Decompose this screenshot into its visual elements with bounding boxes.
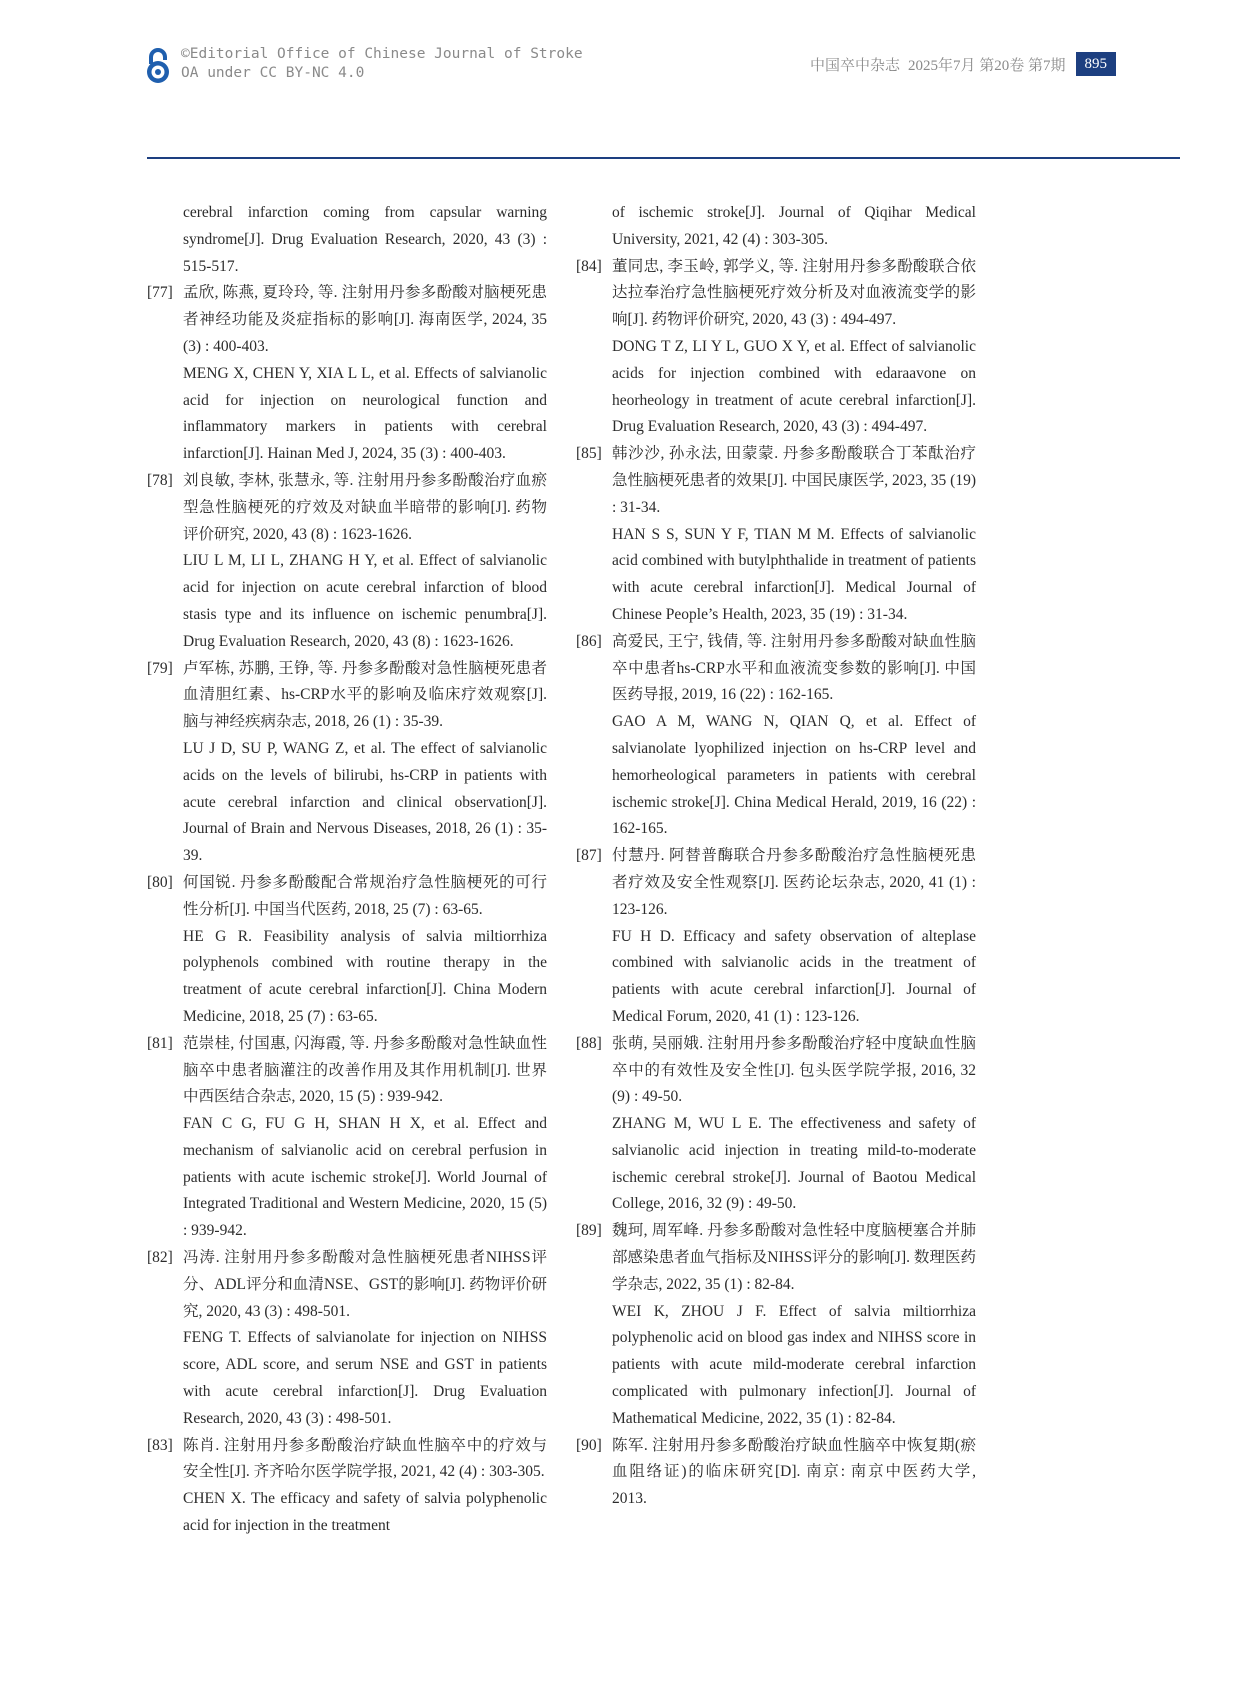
reference-89: [576, 1218, 976, 1432]
open-access-icon: [145, 46, 171, 84]
journal-name: 中国卒中杂志: [809, 57, 900, 74]
reference-number: [84]: [576, 257, 602, 275]
reference-84: [576, 254, 976, 442]
references-left-column: [147, 200, 547, 1540]
reference-number: [86]: [576, 632, 602, 650]
header-rule: [147, 157, 1180, 159]
reference-81: [147, 1031, 547, 1245]
reference-english: FAN C G, FU G H, SHAN H X, et al. Effect and mechanism of salvianolic acid on cerebral perfusion in patients with acute ischemic stroke[J]. World Journal of Integrated Traditional and Western Medicine, 2020, 15 (5) : 939-942.: [183, 1115, 547, 1240]
page-number: 895: [1076, 52, 1117, 76]
reference-english: DONG T Z, LI Y L, GUO X Y, et al. Effect of salvianolic acids for injection combined with edaraavone on heorheology in treatment of acute cerebral infarction[J]. Drug Evaluation Research, 2020, 43 (3) : 494-497.: [612, 337, 976, 436]
reference-chinese: 魏珂, 周军峰. 丹参多酚酸对急性轻中度脑梗塞合并肺部感染患者血气指标及NIHSS评分的影响[J]. 数理医药学杂志, 2022, 35 (1) : 82-84.: [612, 1222, 976, 1293]
reference-number: [90]: [576, 1436, 602, 1454]
reference-number: [82]: [147, 1249, 173, 1267]
issue-info: 2025年7月 第20卷 第7期: [907, 57, 1066, 74]
reference-85: [576, 441, 976, 629]
reference-79: [147, 656, 547, 870]
copyright-line: ©Editorial Office of Chinese Journal of Stroke: [181, 46, 583, 62]
reference-number: [80]: [147, 873, 173, 891]
reference-number: [79]: [147, 659, 173, 677]
reference-number: [77]: [147, 284, 173, 302]
reference-english: CHEN X. The efficacy and safety of salvia polyphenolic acid for injection in the treatment: [183, 1490, 547, 1535]
reference-77: [147, 280, 547, 468]
reference-english: WEI K, ZHOU J F. Effect of salvia miltiorrhiza polyphenolic acid on blood gas index and NIHSS score in patients with acute mild-moderate cerebral infarction complicated with pulmonary infection[J]. Journal of Mathematical Medicine, 2022, 35 (1) : 82-84.: [612, 1302, 976, 1427]
reference-78: [147, 468, 547, 656]
reference-text: of ischemic stroke[J]. Journal of Qiqihar Medical University, 2021, 42 (4) : 303-305.: [612, 204, 976, 248]
reference-english: GAO A M, WANG N, QIAN Q, et al. Effect of salvianolate lyophilized injection on hs-CRP level and hemorheological parameters in patients with cerebral ischemic stroke[J]. China Medical Herald, 2019, 16 (22) : 162-165.: [612, 713, 976, 838]
reference-number: [88]: [576, 1034, 602, 1052]
reference-chinese: 卢军栋, 苏鹏, 王铮, 等. 丹参多酚酸对急性脑梗死患者血清胆红素、hs-CRP水平的影响及临床疗效观察[J]. 脑与神经疾病杂志, 2018, 26 (1) : 35-39.: [183, 659, 547, 731]
reference-number: [81]: [147, 1034, 173, 1052]
reference-english: LU J D, SU P, WANG Z, et al. The effect of salvianolic acids on the levels of bilirubi, hs-CRP in patients with acute cerebral infarction and clinical observation[J]. Journal of Brain and Nervous Diseases, 2018, 26 (1) : 35-39.: [183, 739, 547, 865]
journal-info: [810, 52, 1116, 76]
references-right-column: [576, 200, 976, 1513]
reference-english: ZHANG M, WU L E. The effectiveness and safety of salvianolic acid injection in treating mild-to-moderate ischemic cerebral stroke[J]. Journal of Baotou Medical College, 2016, 32 (9) : 49-50.: [612, 1115, 976, 1213]
license-line: OA under CC BY-NC 4.0: [181, 65, 365, 81]
reference-chinese: 刘良敏, 李林, 张慧永, 等. 注射用丹参多酚酸治疗血瘀型急性脑梗死的疗效及对缺血半暗带的影响[J]. 药物评价研究, 2020, 43 (8) : 1623-1626.: [183, 471, 547, 543]
reference-number: [78]: [147, 471, 173, 489]
reference-english: FENG T. Effects of salvianolate for injection on NIHSS score, ADL score, and serum NSE and GST in patients with acute cerebral infarction[J]. Drug Evaluation Research, 2020, 43 (3) : 498-501.: [183, 1329, 547, 1427]
reference-86: [576, 629, 976, 843]
reference-number: [87]: [576, 847, 602, 865]
reference-number: [85]: [576, 445, 602, 463]
reference-continuation: [576, 200, 976, 254]
reference-82: [147, 1245, 547, 1433]
copyright-notice: [181, 45, 583, 83]
reference-chinese: 范崇桂, 付国惠, 闪海霞, 等. 丹参多酚酸对急性缺血性脑卒中患者脑灌注的改善作用及其作用机制[J]. 世界中西医结合杂志, 2020, 15 (5) : 939-942.: [183, 1034, 547, 1106]
reference-english: MENG X, CHEN Y, XIA L L, et al. Effects of salvianolic acid for injection on neurological function and inflammatory markers in patients with cerebral infarction[J]. Hainan Med J, 2024, 35 (3) : 400-403.: [183, 364, 547, 463]
reference-chinese: 付慧丹. 阿替普酶联合丹参多酚酸治疗急性脑梗死患者疗效及安全性观察[J]. 医药论坛杂志, 2020, 41 (1) : 123-126.: [612, 847, 976, 918]
reference-number: [83]: [147, 1436, 173, 1454]
reference-chinese: 冯涛. 注射用丹参多酚酸对急性脑梗死患者NIHSS评分、ADL评分和血清NSE、GST的影响[J]. 药物评价研究, 2020, 43 (3) : 498-501.: [183, 1249, 547, 1320]
reference-88: [576, 1031, 976, 1219]
reference-text: cerebral infarction coming from capsular warning syndrome[J]. Drug Evaluation Research, 2020, 43 (3) : 515-517.: [183, 204, 547, 275]
reference-chinese: 陈军. 注射用丹参多酚酸治疗缺血性脑卒中恢复期(瘀血阻络证)的临床研究[D]. 南京: 南京中医药大学, 2013.: [612, 1436, 976, 1508]
reference-chinese: 高爱民, 王宁, 钱倩, 等. 注射用丹参多酚酸对缺血性脑卒中患者hs-CRP水平和血液流变参数的影响[J]. 中国医药导报, 2019, 16 (22) : 162-165.: [612, 632, 976, 704]
reference-90: [576, 1433, 976, 1513]
reference-chinese: 孟欣, 陈燕, 夏玲玲, 等. 注射用丹参多酚酸对脑梗死患者神经功能及炎症指标的影响[J]. 海南医学, 2024, 35 (3) : 400-403.: [183, 284, 547, 355]
reference-83: [147, 1433, 547, 1540]
reference-chinese: 陈肖. 注射用丹参多酚酸治疗缺血性脑卒中的疗效与安全性[J]. 齐齐哈尔医学院学报, 2021, 42 (4) : 303-305.: [183, 1436, 547, 1481]
reference-87: [576, 843, 976, 1031]
reference-80: [147, 870, 547, 1031]
reference-chinese: 何国锐. 丹参多酚酸配合常规治疗急性脑梗死的可行性分析[J]. 中国当代医药, 2018, 25 (7) : 63-65.: [183, 873, 547, 918]
reference-english: LIU L M, LI L, ZHANG H Y, et al. Effect of salvianolic acid for injection on acute cerebral infarction of blood stasis type and its influence on ischemic penumbra[J]. Drug Evaluation Research, 2020, 43 (8) : 1623-1626.: [183, 552, 547, 650]
reference-chinese: 董同忠, 李玉岭, 郭学义, 等. 注射用丹参多酚酸联合依达拉奉治疗急性脑梗死疗效分析及对血液流变学的影响[J]. 药物评价研究, 2020, 43 (3) : 494-497.: [612, 257, 976, 329]
reference-chinese: 韩沙沙, 孙永法, 田蒙蒙. 丹参多酚酸联合丁苯酞治疗急性脑梗死患者的效果[J]. 中国民康医学, 2023, 35 (19) : 31-34.: [612, 445, 976, 516]
reference-english: HAN S S, SUN Y F, TIAN M M. Effects of salvianolic acid combined with butylphthalide in treatment of patients with acute cerebral infarction[J]. Medical Journal of Chinese People’s Health, 2023, 35 (19) : 31-34.: [612, 525, 976, 623]
reference-english: HE G R. Feasibility analysis of salvia miltiorrhiza polyphenols combined with routine therapy in the treatment of acute cerebral infarction[J]. China Modern Medicine, 2018, 25 (7) : 63-65.: [183, 927, 547, 1025]
reference-number: [89]: [576, 1222, 602, 1240]
reference-continuation: [147, 200, 547, 280]
reference-chinese: 张萌, 吴丽娥. 注射用丹参多酚酸治疗轻中度缺血性脑卒中的有效性及安全性[J]. 包头医学院学报, 2016, 32 (9) : 49-50.: [612, 1034, 976, 1106]
reference-english: FU H D. Efficacy and safety observation of alteplase combined with salvianolic acids in the treatment of patients with acute cerebral infarction[J]. Journal of Medical Forum, 2020, 41 (1) : 123-126.: [612, 927, 976, 1025]
page-header: [0, 0, 1241, 160]
